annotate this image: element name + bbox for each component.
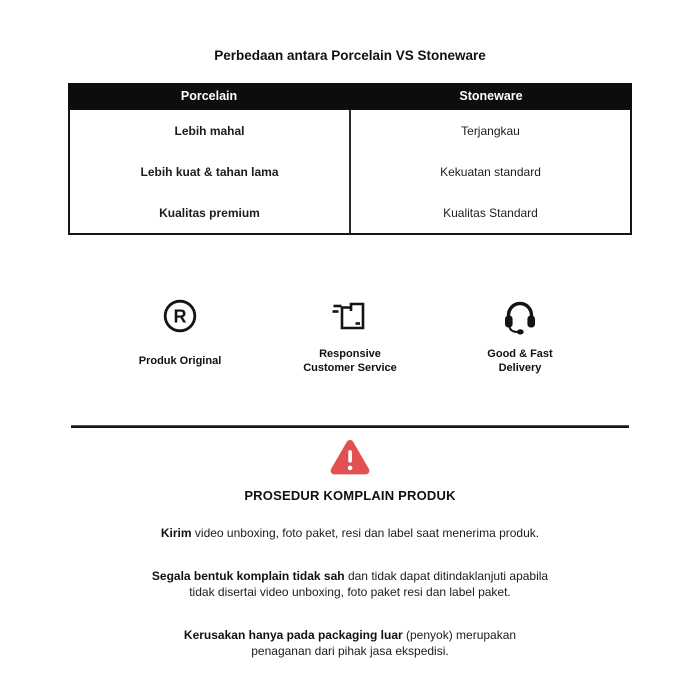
comparison-table <box>68 83 632 235</box>
p1-rest: video unboxing, foto paket, resi dan label saat menerima produk. <box>191 526 540 540</box>
feature-label-line: Produk Original <box>138 354 222 367</box>
table-cell: Kualitas premium <box>159 205 260 220</box>
warning-icon <box>0 437 700 479</box>
page-title: Perbedaan antara Porcelain VS Stoneware <box>214 48 486 63</box>
complaint-section-heading: PROSEDUR KOMPLAIN PRODUK <box>244 488 456 503</box>
shipping-box-icon <box>330 295 370 337</box>
p3-line1-rest: (penyok) merupakan <box>402 628 517 643</box>
feature-label-line: Customer Service <box>303 362 397 374</box>
table-cell: Lebih kuat & tahan lama <box>140 164 279 179</box>
section-divider <box>71 425 629 428</box>
table-cell: Kualitas Standard <box>443 205 538 220</box>
feature-label <box>139 346 222 376</box>
p2-line2: tidak disertai video unboxing, foto paket resi dan label paket. <box>189 584 511 599</box>
feature-produk-original <box>105 295 255 376</box>
p1-lead-bold: Kirim <box>160 526 192 540</box>
table-header-porcelain: Porcelain <box>180 89 238 103</box>
headset-icon <box>500 295 540 337</box>
p3-lead-bold: Kerusakan hanya pada packaging luar <box>183 628 403 643</box>
table-cell: Terjangkau <box>461 123 520 138</box>
svg-text:R: R <box>173 306 187 327</box>
p3-line2: penaganan dari pihak jasa ekspedisi. <box>251 644 449 659</box>
table-cell: Lebih mahal <box>174 123 245 138</box>
registered-trademark-icon <box>161 295 199 337</box>
feature-customer-service <box>275 295 425 376</box>
p2-line1-rest: dan tidak dapat ditindaklanjuti apabila <box>344 568 549 583</box>
comparison-table-header <box>68 83 632 109</box>
complaint-paragraph-1 <box>0 526 700 542</box>
comparison-table-body <box>68 109 632 235</box>
feature-label <box>487 346 552 376</box>
stoneware-column <box>351 110 630 233</box>
porcelain-column <box>70 110 351 233</box>
p2-lead-bold: Segala bentuk komplain tidak sah <box>151 568 345 583</box>
complaint-paragraph-3 <box>0 628 700 660</box>
feature-label-line: Good & Fast <box>487 347 553 360</box>
feature-label <box>303 346 397 376</box>
feature-badges-row <box>105 295 595 376</box>
feature-label-line: Responsive <box>319 347 381 360</box>
table-cell: Kekuatan standard <box>440 164 541 179</box>
complaint-paragraph-2 <box>0 569 700 601</box>
feature-label-line: Delivery <box>498 362 542 374</box>
feature-fast-delivery <box>445 295 595 376</box>
table-header-stoneware: Stoneware <box>459 89 523 103</box>
